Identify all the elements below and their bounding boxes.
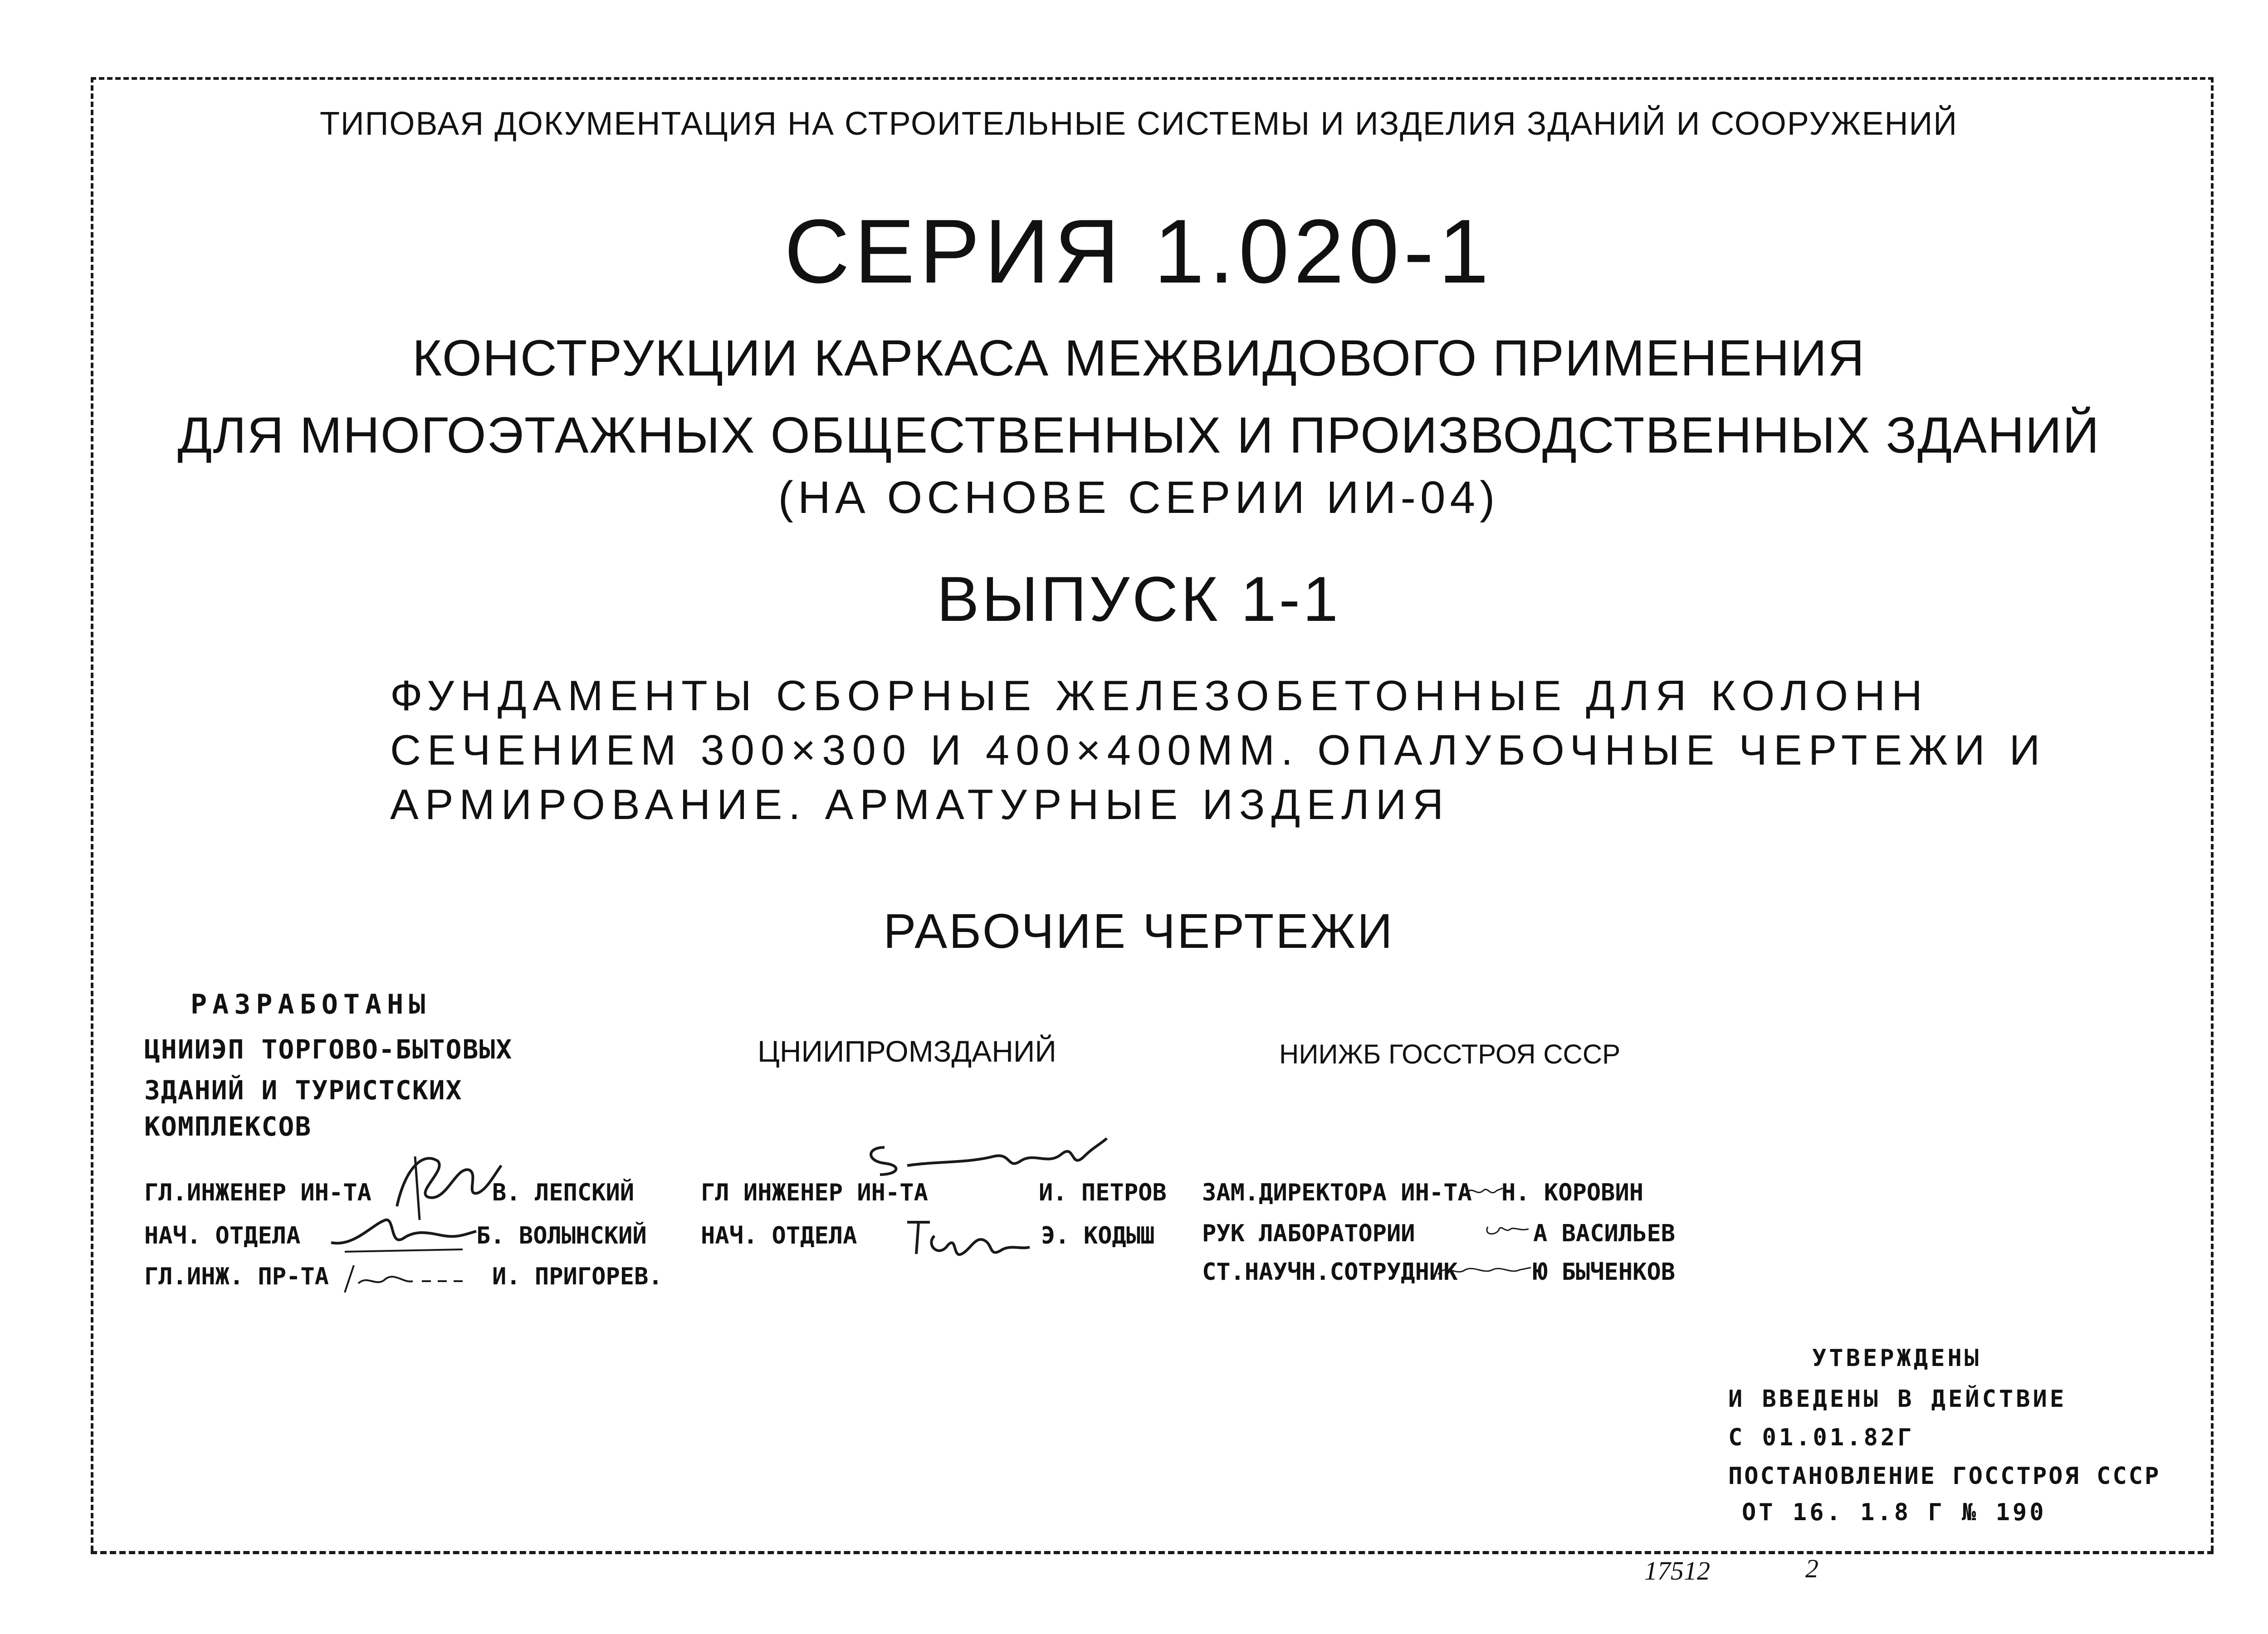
page-number: 2 <box>1805 1554 1818 1583</box>
description-line-3: АРМИРОВАНИЕ. АРМАТУРНЫЕ ИЗДЕЛИЯ <box>390 780 1450 828</box>
frame-top-border <box>91 77 2214 80</box>
org-1-name-line-2: ЗДАНИЙ И ТУРИСТСКИХ <box>144 1075 463 1106</box>
issue-title: ВЫПУСК 1-1 <box>937 563 1341 634</box>
signature-kodysh <box>898 1209 1034 1268</box>
org-3-name-2: А ВАСИЛЬЕВ <box>1533 1220 1676 1247</box>
signature-korovin <box>1463 1179 1504 1202</box>
org-3-name: НИИЖБ ГОССТРОЯ СССР <box>1279 1039 1621 1069</box>
title-line-2: ДЛЯ МНОГОЭТАЖНЫХ ОБЩЕСТВЕННЫХ И ПРОИЗВОДСТВЕННЫХ ЗДАНИЙ <box>177 407 2100 463</box>
org-3-role-2: РУК ЛАБОРАТОРИИ <box>1202 1220 1415 1247</box>
org-2-role-2: НАЧ. ОТДЕЛА <box>701 1222 857 1249</box>
title-line-1: КОНСТРУКЦИИ КАРКАСА МЕЖВИДОВОГО ПРИМЕНЕНИЯ <box>412 330 1866 386</box>
org-3-role-1: ЗАМ.ДИРЕКТОРА ИН-ТА <box>1202 1179 1472 1206</box>
document-number: 17512 <box>1644 1556 1710 1585</box>
org-1-name-2: Б. ВОЛЫНСКИЙ <box>476 1222 647 1249</box>
signature-vasiliev <box>1483 1218 1533 1240</box>
description-line-2: СЕЧЕНИЕМ 300×300 И 400×400ММ. ОПАЛУБОЧНЫЕ ЧЕРТЕЖИ И <box>390 726 2047 774</box>
signature-petrov <box>857 1129 1111 1184</box>
approval-line-1: УТВЕРЖДЕНЫ <box>1812 1345 1982 1372</box>
series-title: СЕРИЯ 1.020-1 <box>784 201 1494 302</box>
org-2-role-1: ГЛ ИНЖЕНЕР ИН-ТА <box>701 1179 928 1206</box>
signature-volynsky <box>327 1206 481 1261</box>
org-2-name-1: И. ПЕТРОВ <box>1039 1179 1167 1206</box>
approval-line-2: И ВВЕДЕНЫ В ДЕЙСТВИЕ <box>1728 1385 2067 1413</box>
org-1-name-line-3: КОМПЛЕКСОВ <box>144 1111 312 1142</box>
org-3-role-3: СТ.НАУЧН.СОТРУДНИК <box>1202 1258 1458 1286</box>
org-2-name: ЦНИИПРОМЗДАНИЙ <box>758 1034 1056 1068</box>
org-3-name-1: Н. КОРОВИН <box>1501 1179 1644 1206</box>
developed-by-label: РАЗРАБОТАНЫ <box>191 989 431 1020</box>
org-1-name-3: И. ПРИГОРЕВ. <box>492 1263 663 1290</box>
frame-bottom-border <box>91 1551 2214 1554</box>
org-1-name-line-1: ЦНИИЭП ТОРГОВО-БЫТОВЫХ <box>144 1034 513 1065</box>
approval-line-3: С 01.01.82Г <box>1728 1424 1915 1451</box>
org-1-role-1: ГЛ.ИНЖЕНЕР ИН-ТА <box>144 1179 371 1206</box>
document-header: ТИПОВАЯ ДОКУМЕНТАЦИЯ НА СТРОИТЕЛЬНЫЕ СИСТЕМЫ И ИЗДЕЛИЯ ЗДАНИЙ И СООРУЖЕНИЙ <box>319 106 1958 142</box>
org-1-role-2: НАЧ. ОТДЕЛА <box>144 1222 301 1249</box>
title-line-3: (НА ОСНОВЕ СЕРИИ ИИ-04) <box>778 472 1500 523</box>
drawing-type: РАБОЧИЕ ЧЕРТЕЖИ <box>883 903 1394 958</box>
signature-prigorev <box>340 1256 467 1297</box>
description-line-1: ФУНДАМЕНТЫ СБОРНЫЕ ЖЕЛЕЗОБЕТОННЫЕ ДЛЯ КОЛОНН <box>390 672 1929 719</box>
org-2-name-2: Э. КОДЫШ <box>1041 1222 1155 1249</box>
org-3-name-3: Ю БЫЧЕНКОВ <box>1533 1258 1676 1286</box>
org-1-role-3: ГЛ.ИНЖ. ПР-ТА <box>144 1263 329 1290</box>
org-1-name-1: В. ЛЕПСКИЙ <box>492 1179 635 1206</box>
signature-bychenkov <box>1433 1258 1533 1281</box>
approval-line-4: ПОСТАНОВЛЕНИЕ ГОССТРОЯ СССР <box>1728 1463 2161 1490</box>
approval-line-5: ОТ 16. 1.8 Г № 190 <box>1742 1499 2047 1526</box>
